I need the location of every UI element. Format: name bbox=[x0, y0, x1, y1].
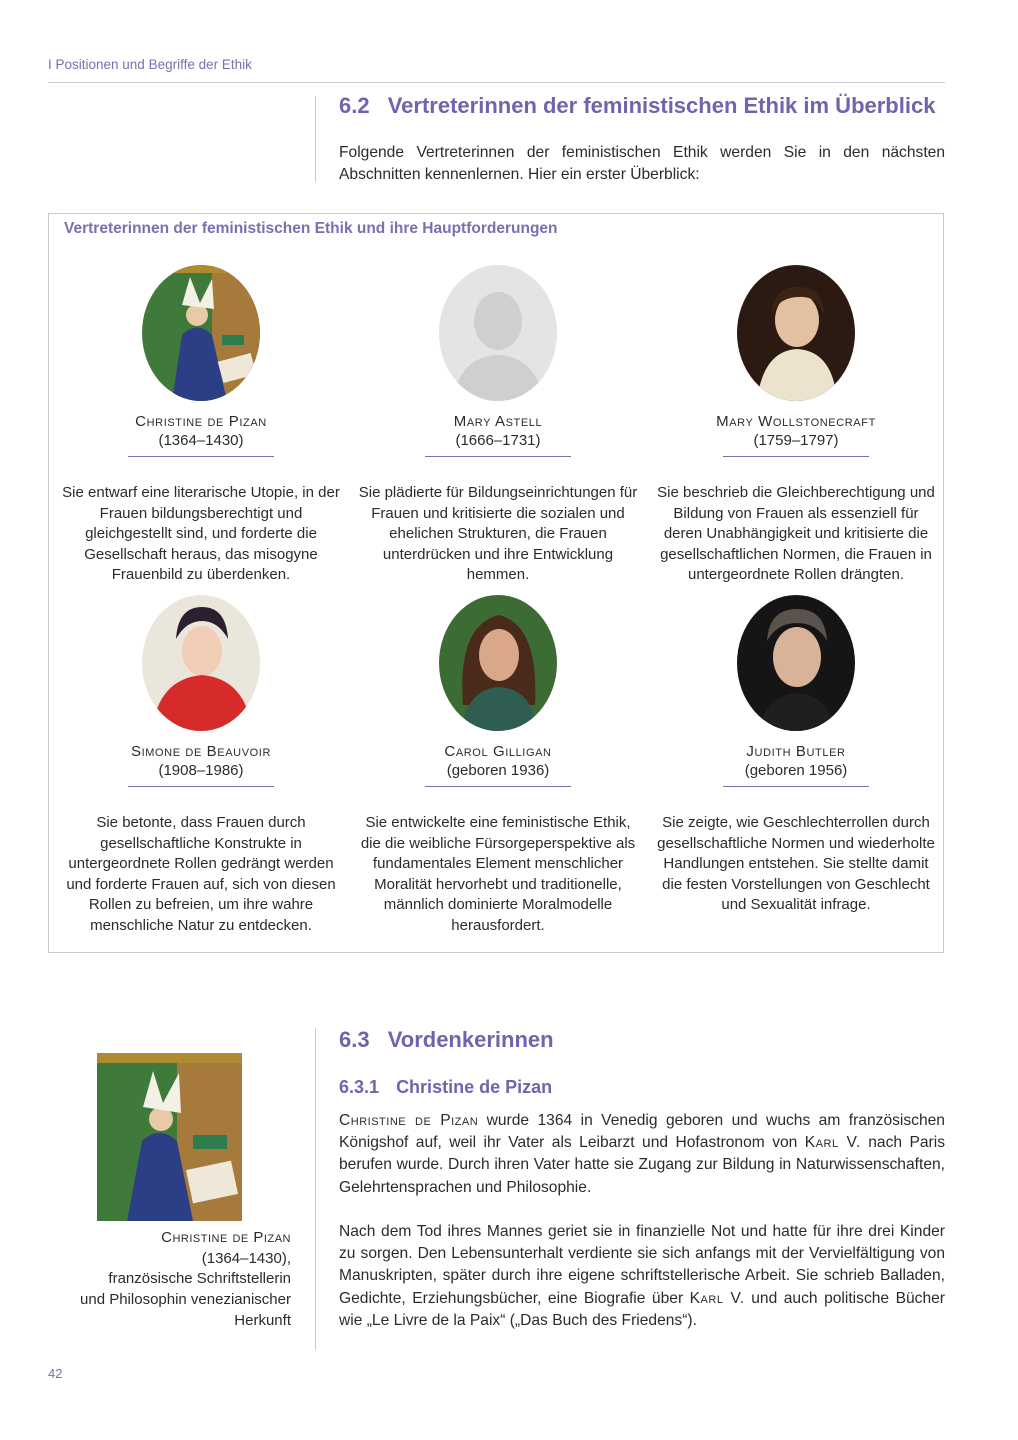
person-description: Sie beschrieb die Gleichberechtigung und Bildung von Frauen als essenziell für deren Unabhängigkeit und kritisierte die gesellschaftlichen Normen, die Frauen in untergeordnete Rollen drängten. bbox=[657, 484, 935, 584]
person-years: (1908–1986) bbox=[158, 762, 244, 779]
paragraph-text: nach Paris berufen wurde. Durch ihren Vater hatte sie Zugang zur Bildung in Naturwissenschaften, Gelehrtensprachen und Philosophie. bbox=[339, 1134, 945, 1196]
section-title: Vertreterinnen der feministischen Ethik im Überblick bbox=[387, 93, 936, 118]
person-description: Sie zeigte, wie Geschlechterrollen durch gesellschaftliche Normen und wiederholte Handlungen entstehen. Sie stellte damit die festen Vorstellungen von Geschlecht und Sexualität infrage. bbox=[657, 814, 935, 914]
portrait-beauvoir bbox=[142, 595, 260, 731]
subsection-title: Christine de Pizan bbox=[396, 1077, 553, 1097]
name-underline bbox=[723, 456, 869, 457]
person-years: (1666–1731) bbox=[455, 432, 541, 449]
name-underline bbox=[425, 456, 571, 457]
paragraph-2 bbox=[339, 1221, 945, 1332]
person-name: Judith Butler bbox=[746, 743, 846, 760]
paragraph-text: und auch politische Bücher wie „Le Livre de la Paix“ („Das Buch des Friedens“). bbox=[339, 1289, 945, 1329]
section-title: Vordenkerinnen bbox=[387, 1027, 554, 1052]
chapter-header: I Positionen und Begriffe der Ethik bbox=[48, 57, 252, 72]
caption-years: (1364–1430), bbox=[201, 1249, 291, 1267]
header-divider bbox=[48, 82, 945, 83]
person-name: Christine de Pizan bbox=[135, 413, 267, 430]
person-card-pizan bbox=[53, 265, 349, 586]
person-card-beauvoir bbox=[53, 595, 349, 937]
paragraph-text: wurde 1364 in Venedig geboren und wuchs am französischen Königshof auf, weil ihr Vater als Leibarzt und Hofastronom von bbox=[339, 1112, 945, 1152]
person-name-inline: Christine de Pizan bbox=[339, 1112, 479, 1129]
portrait-pizan bbox=[142, 265, 260, 401]
page-number: 42 bbox=[48, 1366, 63, 1381]
caption-line: französische Schriftstellerin bbox=[108, 1270, 291, 1288]
overview-box-title: Vertreterinnen der feministischen Ethik und ihre Hauptforderungen bbox=[64, 220, 558, 237]
name-underline bbox=[128, 456, 274, 457]
paragraph-1 bbox=[339, 1110, 945, 1199]
person-name: Carol Gilligan bbox=[444, 743, 552, 760]
person-description: Sie entwickelte eine feministische Ethik, die die weibliche Fürsorgeperspektive als fundamentales Element menschlicher Moralität hervorhebt und traditionelle, männlich dominierte Moralmodelle herausfordert. bbox=[360, 814, 636, 934]
section-number: 6.2 bbox=[339, 93, 370, 118]
subsection-number: 6.3.1 bbox=[339, 1077, 380, 1097]
caption-line: Herkunft bbox=[234, 1311, 291, 1329]
person-name: Mary Wollstonecraft bbox=[716, 413, 876, 430]
subsection-heading bbox=[339, 1077, 552, 1098]
side-portrait-pizan bbox=[97, 1053, 242, 1221]
person-card-wollstonecraft bbox=[648, 265, 944, 586]
section-divider bbox=[315, 96, 316, 182]
name-underline bbox=[425, 786, 571, 787]
person-card-butler bbox=[648, 595, 944, 916]
person-name: Simone de Beauvoir bbox=[131, 743, 271, 760]
side-caption bbox=[60, 1228, 291, 1332]
caption-name: Christine de Pizan bbox=[161, 1229, 291, 1246]
section-number: 6.3 bbox=[339, 1027, 370, 1052]
section-heading bbox=[339, 1027, 554, 1053]
person-years: (geboren 1956) bbox=[744, 762, 848, 779]
person-description: Sie betonte, dass Frauen durch gesellschaftliche Konstrukte in untergeordnete Rollen gedrängt werden und forderte Frauen auf, sich von diesen Rollen zu befreien, um ihre wahre menschliche Natur zu entdecken. bbox=[66, 814, 336, 934]
section-heading bbox=[339, 93, 935, 119]
section-divider bbox=[315, 1028, 316, 1350]
person-name-inline: Karl V. bbox=[689, 1289, 745, 1307]
paragraph-text: Nach dem Tod ihres Mannes geriet sie in finanzielle Not und hatte für ihre drei Kinder zu sorgen. Den Lebensunterhalt verdiente sie sich anfangs mit der Vervielfältigung von Manuskripten, später durch ihre eigene schriftstellerische Arbeit. Sie schrieb Balladen, Gedichte, Erziehungsbücher, eine Biografie über bbox=[339, 1223, 945, 1307]
person-years: (geboren 1936) bbox=[446, 762, 550, 779]
person-years: (1364–1430) bbox=[158, 432, 244, 449]
portrait-butler bbox=[737, 595, 855, 731]
person-card-astell bbox=[350, 265, 646, 586]
person-name: Mary Astell bbox=[453, 413, 543, 430]
name-underline bbox=[128, 786, 274, 787]
person-years: (1759–1797) bbox=[753, 432, 839, 449]
name-underline bbox=[723, 786, 869, 787]
caption-line: und Philosophin venezianischer bbox=[80, 1291, 291, 1309]
person-description: Sie plädierte für Bildungseinrichtungen für Frauen und kritisierte die sozialen und ehelichen Strukturen, die Frauen unterdrücken und ihre Entwicklung hemmen. bbox=[358, 484, 638, 584]
portrait-gilligan bbox=[439, 595, 557, 731]
section-intro: Folgende Vertreterinnen der feministischen Ethik werden Sie in den nächsten Abschnitten kennenlernen. Hier ein erster Überblick: bbox=[339, 144, 945, 184]
portrait-wollstonecraft bbox=[737, 265, 855, 401]
portrait-placeholder-icon bbox=[439, 265, 557, 401]
person-card-gilligan bbox=[350, 595, 646, 937]
person-name-inline: Karl V. bbox=[804, 1134, 861, 1152]
person-description: Sie entwarf eine literarische Utopie, in der Frauen bildungsberechtigt und gleichgestellt sind, und forderte die Gesellschaft heraus, das misogyne Frauenbild zu überdenken. bbox=[62, 484, 340, 584]
